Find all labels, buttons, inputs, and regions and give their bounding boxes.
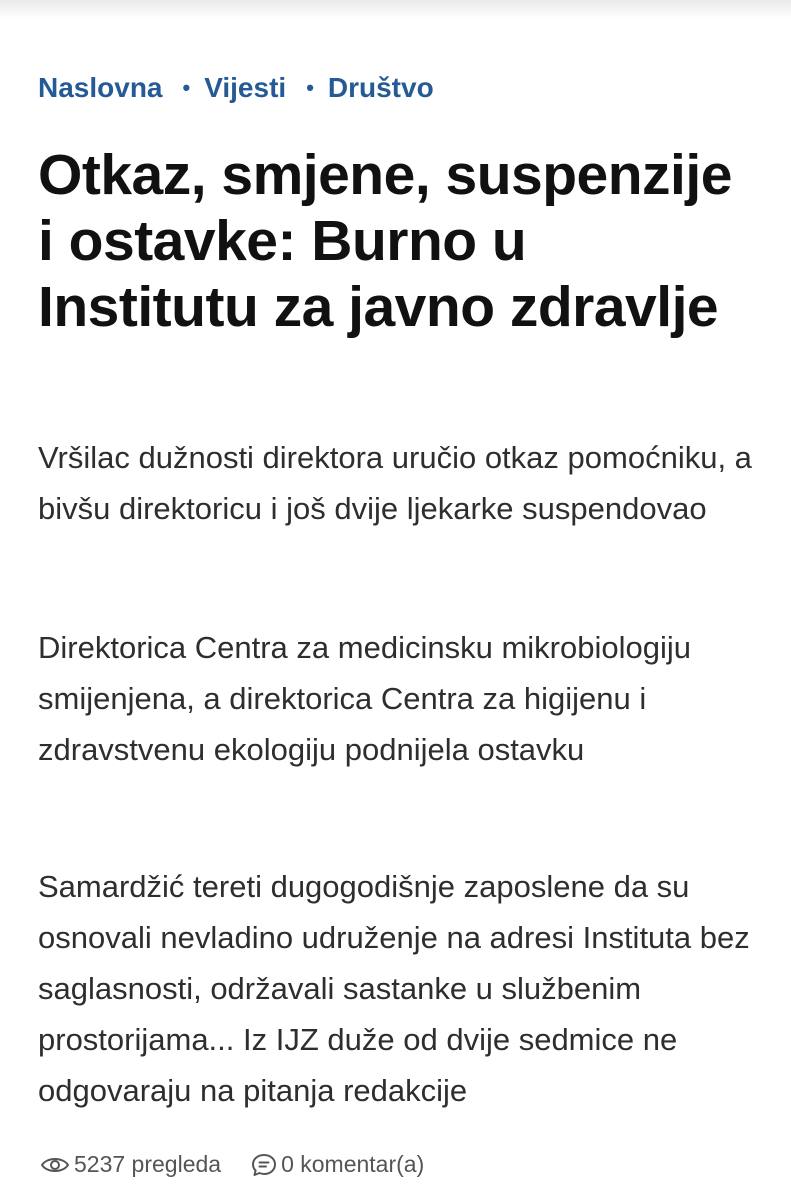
- breadcrumb-separator: •: [306, 75, 314, 100]
- comments-label: 0 komentar(a): [281, 1151, 425, 1177]
- comment-icon: [251, 1153, 277, 1177]
- breadcrumb-society-link[interactable]: Društvo: [327, 72, 434, 103]
- eye-icon: [40, 1154, 70, 1176]
- breadcrumb-home-link[interactable]: Naslovna: [38, 72, 163, 103]
- top-shadow: [0, 0, 791, 18]
- breadcrumb-news-link[interactable]: Vijesti: [204, 72, 287, 103]
- article-lead-paragraph: Vršilac dužnosti direktora uručio otkaz pomoćniku, a bivšu direktoricu i još dvije ljekarke suspendovao: [38, 440, 752, 526]
- breadcrumb: [38, 72, 434, 104]
- views-count: [40, 1151, 221, 1178]
- article-stats: [40, 1151, 424, 1178]
- article-title: Otkaz, smjene, suspenzije i ostavke: Burno u Institutu za javno zdravlje: [38, 143, 732, 339]
- article-lead-paragraph: Direktorica Centra za medicinsku mikrobiologiju smijenjena, a direktorica Centra za higijenu i zdravstvenu ekologiju podnijela ostavku: [38, 630, 691, 767]
- comments-count[interactable]: [251, 1151, 424, 1178]
- views-label: 5237 pregleda: [74, 1151, 222, 1177]
- breadcrumb-separator: •: [182, 75, 191, 100]
- article-lead-paragraph: Samardžić tereti dugogodišnje zaposlene da su osnovali nevladino udruženje na adresi Instituta bez saglasnosti, održavali sastanke u službenim prostorijama... Iz IJZ duže od dvije sedmice ne odgovaraju na pitanja redakcije: [38, 869, 750, 1108]
